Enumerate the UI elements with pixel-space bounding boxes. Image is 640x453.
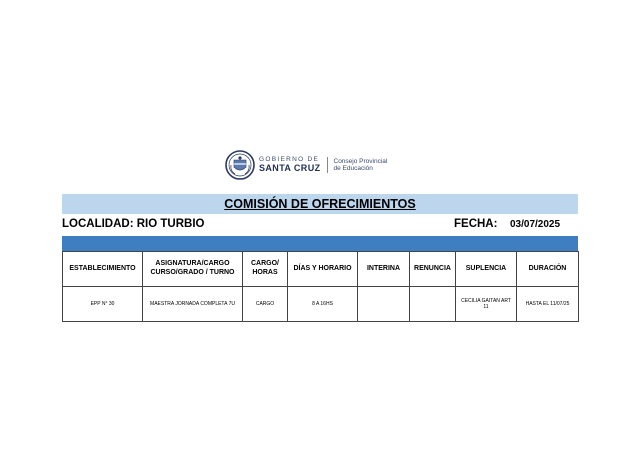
cell-renuncia bbox=[410, 287, 456, 322]
col-header-cargo-horas: CARGO/ HORAS bbox=[243, 252, 288, 287]
col-header-establecimiento: ESTABLECIMIENTO bbox=[63, 252, 143, 287]
offers-table bbox=[62, 251, 579, 322]
cell-dias-horario: 8 A 16HS bbox=[288, 287, 358, 322]
cell-asignatura: MAESTRA JORNADA COMPLETA 7U bbox=[143, 287, 243, 322]
col-header-renuncia: RENUNCIA bbox=[410, 252, 456, 287]
province-seal-icon bbox=[225, 150, 255, 180]
cell-suplencia: CECILIA GAITAN ART 11 bbox=[456, 287, 517, 322]
table-header-row bbox=[63, 252, 579, 287]
council-wordmark bbox=[334, 158, 388, 173]
info-row bbox=[62, 216, 578, 236]
localidad-label: LOCALIDAD: RIO TURBIO bbox=[62, 218, 205, 230]
government-wordmark bbox=[259, 157, 328, 174]
fecha-value: 03/07/2025 bbox=[510, 219, 561, 230]
council-line-2: de Educación bbox=[333, 165, 373, 172]
page-title: COMISIÓN DE OFRECIMIENTOS bbox=[224, 197, 416, 211]
gov-top-text: GOBIERNO DE bbox=[259, 155, 320, 163]
col-header-suplencia: SUPLENCIA bbox=[456, 252, 517, 287]
col-header-dias-horario: DÍAS Y HORARIO bbox=[288, 252, 358, 287]
cell-establecimiento: EPP N° 30 bbox=[63, 287, 143, 322]
header-logo bbox=[225, 148, 387, 182]
title-band bbox=[62, 194, 578, 214]
table-row bbox=[63, 287, 579, 322]
gov-bottom-text: SANTA CRUZ bbox=[259, 163, 321, 174]
fecha-label: FECHA: bbox=[454, 218, 498, 230]
col-header-asignatura: ASIGNATURA/CARGO CURSO/GRADO / TURNO bbox=[143, 252, 243, 287]
blue-divider-bar bbox=[62, 236, 578, 251]
council-line-1: Consejo Provincial bbox=[333, 157, 388, 165]
cell-interina bbox=[358, 287, 410, 322]
col-header-interina: INTERINA bbox=[358, 252, 410, 287]
cell-cargo-horas: CARGO bbox=[243, 287, 288, 322]
cell-duracion: HASTA EL 11/07/25 bbox=[517, 287, 579, 322]
col-header-duracion: DURACIÓN bbox=[517, 252, 579, 287]
